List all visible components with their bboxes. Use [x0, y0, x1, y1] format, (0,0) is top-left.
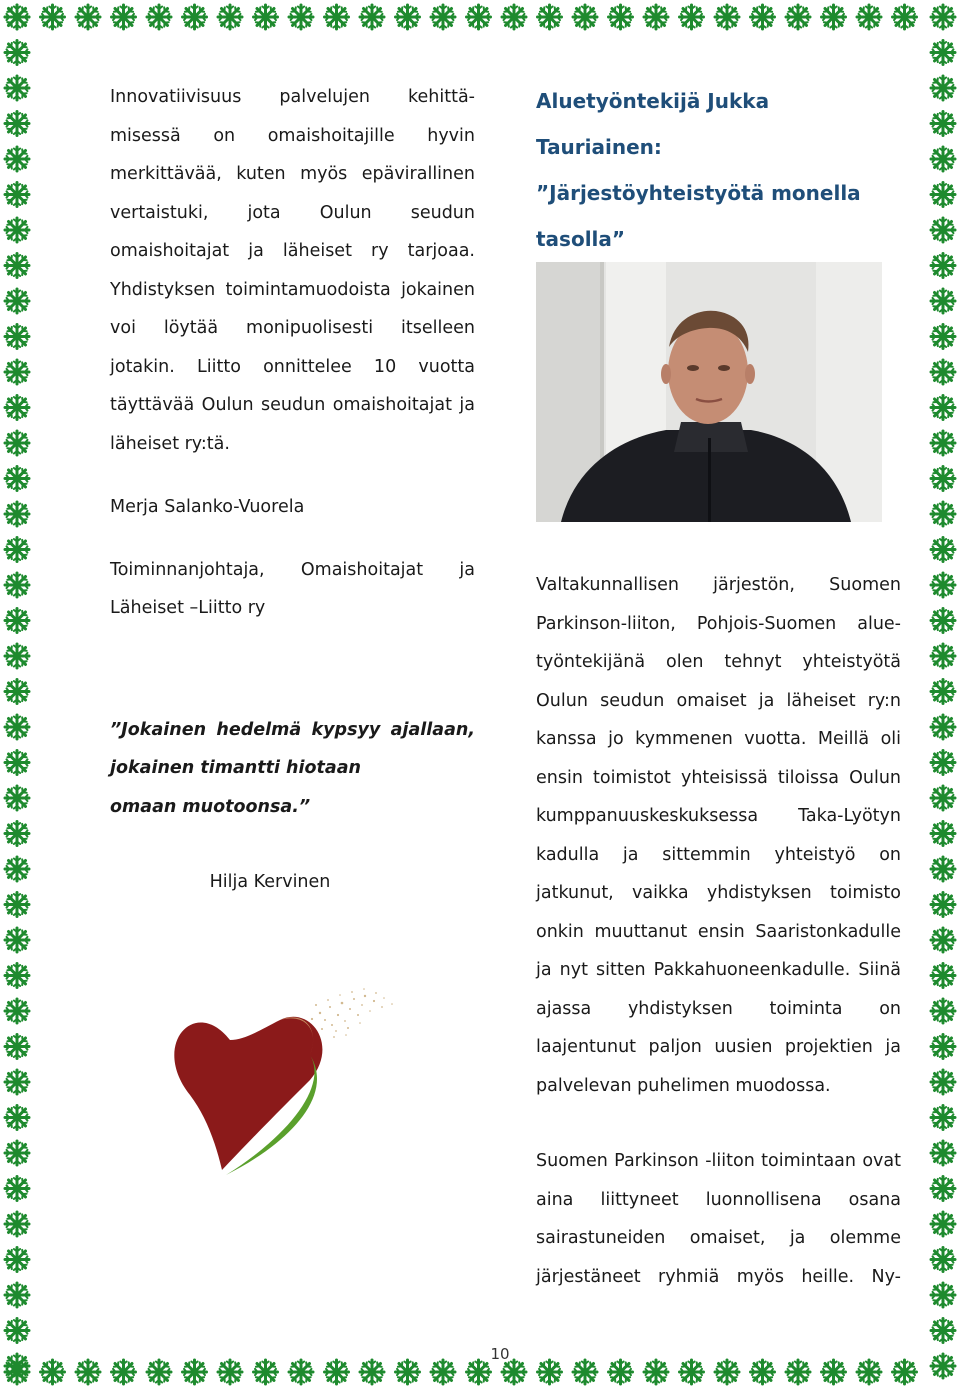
text-line: aina liittyneet luonnollisena osana	[536, 1189, 901, 1210]
title-line: ”Järjestöyhteistyötä monella	[536, 181, 861, 205]
snowflake-border-icon	[5, 928, 29, 952]
snowflake-border-icon	[680, 5, 704, 29]
text-line: kumppanuuskeskuksessa Taka-Lyötyn	[536, 806, 901, 826]
snowflake-border-icon	[5, 1283, 29, 1307]
snowflake-border-icon	[5, 751, 29, 775]
snowflake-border-icon	[5, 786, 29, 810]
text-line: Läheiset –Liitto ry	[110, 598, 266, 618]
snowflake-border-icon	[5, 360, 29, 384]
text-line: merkittävää, kuten myös epävirallinen	[110, 164, 475, 184]
snowflake-border-icon	[931, 1319, 955, 1343]
snowflake-border-icon	[5, 1248, 29, 1272]
text-line: läheiset ry:tä.	[110, 433, 230, 454]
snowflake-border-icon	[5, 538, 29, 562]
text-line: ajassa yhdistyksen toiminta on	[536, 998, 901, 1019]
snowflake-border-icon	[360, 1360, 384, 1384]
snowflake-border-icon	[931, 1035, 955, 1059]
snowflake-border-icon	[751, 1360, 775, 1384]
snowflake-border-icon	[5, 147, 29, 171]
text-line: kanssa jo kymmenen vuotta. Meillä oli	[536, 729, 901, 749]
snowflake-border-icon	[431, 1360, 455, 1384]
snowflake-border-icon	[289, 5, 313, 29]
snowflake-border-icon	[5, 893, 29, 917]
snowflake-border-icon	[5, 573, 29, 597]
snowflake-border-icon	[931, 680, 955, 704]
text-line: sairastuneiden omaiset, ja olemme	[536, 1228, 901, 1248]
snowflake-border-icon	[5, 41, 29, 65]
snowflake-border-icon	[931, 893, 955, 917]
snowflake-border-icon	[76, 5, 100, 29]
snowflake-border-icon	[5, 183, 29, 207]
snowflake-border-icon	[931, 254, 955, 278]
page-number: 10	[490, 1345, 510, 1363]
snowflake-border-icon	[609, 1360, 633, 1384]
snowflake-border-icon	[931, 786, 955, 810]
snowflake-border-icon	[931, 964, 955, 988]
snowflake-border-icon	[931, 928, 955, 952]
border-top	[0, 0, 960, 34]
snowflake-border-icon	[5, 857, 29, 881]
snowflake-border-icon	[5, 715, 29, 739]
text-line: laajentunut paljon uusien projektien ja	[536, 1037, 901, 1057]
snowflake-border-icon	[5, 1106, 29, 1130]
snowflake-border-icon	[325, 1360, 349, 1384]
quote-author: Hilja Kervinen	[209, 872, 331, 892]
title-line: tasolla”	[536, 227, 626, 251]
text-line: Valtakunnallisen järjestön, Suomen	[536, 575, 901, 595]
snowflake-border-icon	[931, 502, 955, 526]
text-line: vertaistuki, jota Oulun seudun	[110, 202, 475, 223]
snowflake-border-icon	[931, 1248, 955, 1272]
snowflake-border-icon	[254, 5, 278, 29]
snowflake-border-icon	[931, 76, 955, 100]
snowflake-border-icon	[5, 5, 29, 29]
snowflake-border-icon	[931, 218, 955, 242]
snowflake-border-icon	[5, 822, 29, 846]
quote-block	[110, 711, 475, 827]
snowflake-border-icon	[931, 289, 955, 313]
snowflake-border-icon	[183, 1360, 207, 1384]
heart-icon	[170, 985, 410, 1185]
text-line: Toiminnanjohtaja, Omaishoitajat ja	[110, 559, 475, 580]
text-line: järjestäneet ryhmiä myös heille. Ny-	[536, 1266, 901, 1287]
text-line: misessä on omaishoitajille hyvin	[110, 125, 475, 146]
text-line: täyttävää Oulun seudun omaishoitajat ja	[110, 395, 475, 415]
text-line: kadulla ja sittemmin yhteistyö on	[536, 844, 901, 865]
snowflake-border-icon	[5, 609, 29, 633]
right-paragraph-1	[536, 566, 901, 1105]
snowflake-border-icon	[5, 1319, 29, 1343]
text-line: ensin toimistot yhteisissä tiloissa Oulun	[536, 767, 901, 788]
snowflake-border-icon	[931, 644, 955, 668]
text-line: jotakin. Liitto onnittelee 10 vuotta	[110, 356, 475, 377]
text-line: Innovatiivisuus palvelujen kehittä-	[110, 87, 475, 107]
snowflake-border-icon	[5, 431, 29, 455]
text-line: Parkinson-liiton, Pohjois-Suomen alue-	[536, 613, 901, 634]
snowflake-border-icon	[5, 218, 29, 242]
snowflake-border-icon	[5, 502, 29, 526]
snowflake-border-icon	[396, 5, 420, 29]
text-line: palvelevan puhelimen muodossa.	[536, 1075, 831, 1096]
snowflake-border-icon	[715, 5, 739, 29]
snowflake-border-icon	[931, 999, 955, 1023]
snowflake-border-icon	[5, 1177, 29, 1201]
snowflake-border-icon	[538, 5, 562, 29]
article-title	[536, 78, 901, 262]
signature-title	[110, 551, 475, 628]
left-column	[110, 78, 475, 902]
snowflake-border-icon	[76, 1360, 100, 1384]
snowflake-border-icon	[644, 5, 668, 29]
border-right	[926, 0, 960, 1389]
text-line: ja nyt sitten Pakkahuoneenkadulle. Siinä	[536, 960, 901, 980]
snowflake-border-icon	[931, 1106, 955, 1130]
snowflake-border-icon	[467, 5, 491, 29]
snowflake-border-icon	[931, 5, 955, 29]
snowflake-border-icon	[254, 1360, 278, 1384]
snowflake-border-icon	[931, 396, 955, 420]
text-line: onkin muuttanut ensin Saaristonkadulle	[536, 921, 901, 942]
snowflake-border-icon	[680, 1360, 704, 1384]
text-line: Yhdistyksen toimintamuodoista jokainen	[110, 279, 475, 300]
snowflake-border-icon	[715, 1360, 739, 1384]
snowflake-border-icon	[5, 1354, 29, 1378]
snowflake-border-icon	[538, 1360, 562, 1384]
snowflake-border-icon	[325, 5, 349, 29]
snowflake-border-icon	[467, 1360, 491, 1384]
snowflake-border-icon	[5, 254, 29, 278]
right-column	[536, 78, 901, 262]
snowflake-border-icon	[751, 5, 775, 29]
snowflake-border-icon	[644, 1360, 668, 1384]
snowflake-border-icon	[931, 1177, 955, 1201]
snowflake-border-icon	[396, 1360, 420, 1384]
snowflake-border-icon	[218, 5, 242, 29]
snowflake-border-icon	[5, 325, 29, 349]
snowflake-border-icon	[931, 467, 955, 491]
snowflake-border-icon	[893, 1360, 917, 1384]
snowflake-border-icon	[893, 5, 917, 29]
snowflake-border-icon	[857, 1360, 881, 1384]
snowflake-border-icon	[218, 1360, 242, 1384]
snowflake-border-icon	[5, 1035, 29, 1059]
snowflake-border-icon	[5, 680, 29, 704]
title-line: Aluetyöntekijä Jukka Tauriainen:	[536, 89, 770, 159]
snowflake-border-icon	[931, 325, 955, 349]
snowflake-border-icon	[931, 147, 955, 171]
snowflake-border-icon	[931, 573, 955, 597]
snowflake-border-icon	[931, 1283, 955, 1307]
snowflake-border-icon	[112, 1360, 136, 1384]
snowflake-border-icon	[931, 112, 955, 136]
text-line: Suomen Parkinson -liiton toimintaan ovat	[536, 1151, 901, 1171]
text-line: omaishoitajat ja läheiset ry tarjoaa.	[110, 241, 475, 261]
snowflake-border-icon	[931, 183, 955, 207]
snowflake-border-icon	[5, 76, 29, 100]
border-left	[0, 0, 34, 1389]
snowflake-border-icon	[5, 467, 29, 491]
snowflake-border-icon	[5, 964, 29, 988]
intro-paragraph	[110, 78, 475, 463]
snowflake-border-icon	[931, 751, 955, 775]
snowflake-border-icon	[931, 857, 955, 881]
snowflake-border-icon	[931, 609, 955, 633]
snowflake-border-icon	[857, 5, 881, 29]
snowflake-border-icon	[931, 41, 955, 65]
snowflake-border-icon	[5, 1212, 29, 1236]
snowflake-border-icon	[41, 5, 65, 29]
snowflake-border-icon	[931, 538, 955, 562]
text-line: työntekijänä olen tehnyt yhteistyötä	[536, 652, 901, 672]
snowflake-border-icon	[5, 289, 29, 313]
snowflake-border-icon	[609, 5, 633, 29]
quote-line: ”Jokainen hedelmä kypsyy ajallaan,	[110, 719, 475, 740]
text-line: Oulun seudun omaiset ja läheiset ry:n	[536, 690, 901, 711]
snowflake-border-icon	[931, 1141, 955, 1165]
snowflake-border-icon	[183, 5, 207, 29]
snowflake-border-icon	[822, 5, 846, 29]
snowflake-border-icon	[289, 1360, 313, 1384]
signature-name: Merja Salanko-Vuorela	[110, 497, 305, 517]
text-line: voi löytää monipuolisesti itselleen	[110, 318, 475, 338]
snowflake-border-icon	[931, 431, 955, 455]
snowflake-border-icon	[931, 1070, 955, 1094]
snowflake-border-icon	[573, 5, 597, 29]
snowflake-border-icon	[931, 715, 955, 739]
snowflake-border-icon	[786, 5, 810, 29]
snowflake-border-icon	[931, 1354, 955, 1378]
snowflake-border-icon	[931, 822, 955, 846]
snowflake-border-icon	[5, 999, 29, 1023]
snowflake-border-icon	[502, 1360, 526, 1384]
snowflake-border-icon	[147, 5, 171, 29]
snowflake-border-icon	[41, 1360, 65, 1384]
snowflake-border-icon	[5, 1141, 29, 1165]
snowflake-border-icon	[502, 5, 526, 29]
snowflake-border-icon	[822, 1360, 846, 1384]
snowflake-border-icon	[573, 1360, 597, 1384]
snowflake-border-icon	[112, 5, 136, 29]
snowflake-border-icon	[931, 1212, 955, 1236]
portrait-photo	[536, 262, 882, 522]
quote-line: omaan muotoonsa.”	[110, 796, 311, 817]
snowflake-border-icon	[5, 644, 29, 668]
snowflake-border-icon	[786, 1360, 810, 1384]
snowflake-border-icon	[5, 112, 29, 136]
quote-line: jokainen timantti hiotaan	[110, 758, 361, 778]
right-paragraph-2	[536, 1142, 901, 1296]
text-line: jatkunut, vaikka yhdistyksen toimisto	[536, 883, 901, 903]
snowflake-border-icon	[5, 1070, 29, 1094]
snowflake-border-icon	[5, 396, 29, 420]
snowflake-border-icon	[147, 1360, 171, 1384]
snowflake-border-icon	[431, 5, 455, 29]
snowflake-border-icon	[360, 5, 384, 29]
snowflake-border-icon	[931, 360, 955, 384]
